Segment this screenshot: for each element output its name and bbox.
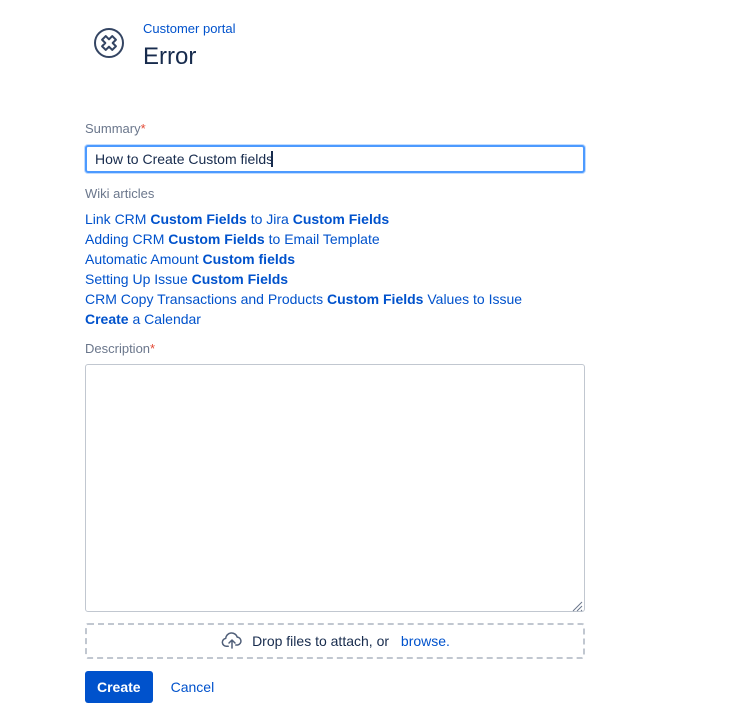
wiki-article-segment: CRM Copy Transactions and Products bbox=[85, 291, 327, 307]
wiki-article-link[interactable] bbox=[85, 269, 585, 289]
wiki-article-segment: Custom Fields bbox=[150, 211, 247, 227]
wiki-article-link[interactable] bbox=[85, 229, 585, 249]
wiki-article-link[interactable] bbox=[85, 289, 585, 309]
summary-input[interactable] bbox=[85, 145, 585, 173]
cloud-upload-icon bbox=[220, 629, 244, 653]
wiki-article-segment: Custom Fields bbox=[292, 211, 390, 227]
header-text bbox=[143, 20, 235, 71]
summary-input-wrap bbox=[85, 145, 585, 173]
error-circle-cross-icon bbox=[93, 27, 125, 59]
description-textarea-wrap bbox=[85, 364, 585, 612]
header bbox=[0, 0, 742, 71]
customer-portal-link[interactable]: Customer portal bbox=[143, 21, 236, 36]
wiki-article-segment: Adding CRM bbox=[85, 231, 169, 247]
summary-label-text: Summary bbox=[85, 121, 141, 136]
wiki-articles-label: Wiki articles bbox=[85, 186, 155, 201]
wiki-article-segment: Custom Fields bbox=[191, 271, 289, 287]
text-caret bbox=[271, 151, 273, 167]
wiki-article-segment: Custom fields bbox=[202, 251, 296, 267]
wiki-article-segment: to Jira bbox=[246, 211, 293, 227]
page-title: Error bbox=[143, 43, 197, 70]
create-button[interactable]: Create bbox=[85, 671, 153, 703]
summary-required-asterisk: * bbox=[140, 121, 146, 136]
cancel-link[interactable]: Cancel bbox=[170, 679, 215, 695]
wiki-article-segment: Automatic Amount bbox=[85, 251, 203, 267]
description-label-text: Description bbox=[85, 341, 151, 356]
wiki-article-segment: Values to Issue bbox=[423, 291, 523, 307]
wiki-article-segment: Custom Fields bbox=[327, 291, 424, 307]
wiki-article-segment: Link CRM bbox=[85, 211, 151, 227]
wiki-article-segment: Setting Up Issue bbox=[85, 271, 192, 287]
wiki-article-segment: Create bbox=[85, 311, 129, 327]
wiki-article-segment: Custom Fields bbox=[168, 231, 265, 247]
request-form bbox=[85, 121, 585, 703]
attachment-dropzone[interactable] bbox=[85, 623, 585, 659]
description-required-asterisk: * bbox=[150, 341, 156, 356]
wiki-article-link[interactable] bbox=[85, 209, 585, 229]
wiki-article-segment: a Calendar bbox=[128, 311, 201, 327]
resize-handle-icon[interactable] bbox=[572, 599, 583, 610]
description-label bbox=[85, 341, 585, 357]
description-textarea[interactable] bbox=[85, 364, 585, 612]
browse-link[interactable]: browse. bbox=[400, 633, 450, 649]
dropzone-text: Drop files to attach, or bbox=[252, 633, 393, 649]
wiki-article-link[interactable] bbox=[85, 309, 585, 329]
summary-label bbox=[85, 121, 585, 137]
wiki-article-segment: to Email Template bbox=[264, 231, 380, 247]
wiki-article-link[interactable] bbox=[85, 249, 585, 269]
wiki-article-list bbox=[85, 209, 585, 329]
form-actions bbox=[85, 671, 585, 703]
